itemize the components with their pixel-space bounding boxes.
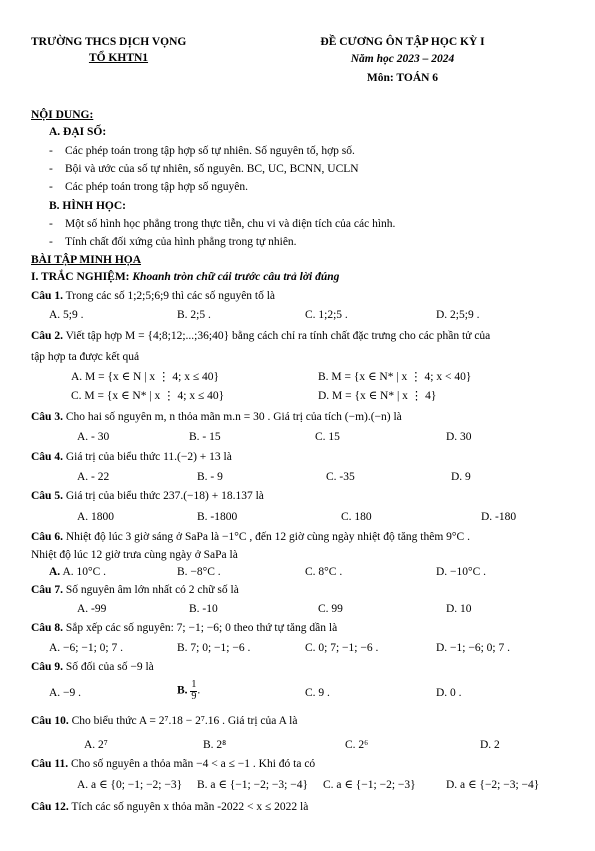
geometry-title: B. HÌNH HỌC: (49, 200, 126, 212)
option[interactable]: A. 1800 (77, 511, 115, 523)
option[interactable]: D. -180 (481, 511, 517, 523)
question-6: Câu 6. Nhiệt độ lúc 3 giờ sáng ở SaPa là −1°C , đến 12 giờ cùng ngày nhiệt độ tăng thêm 9°C . (31, 531, 470, 543)
algebra-item: - Các phép toán trong tập hợp số nguyên. (49, 180, 248, 194)
question-8: Câu 8. Sắp xếp các số nguyên: 7; −1; −6; 0 theo thứ tự tăng dần là (31, 622, 338, 634)
option[interactable]: B. 2⁸ (203, 739, 227, 751)
option[interactable]: B. - 15 (189, 431, 221, 443)
question-2-cont: tập hợp ta được kết quả (31, 351, 140, 363)
geometry-item: - Một số hình học phẳng trong thực tiễn, chu vi và diện tích của các hình. (49, 217, 395, 231)
geometry-item: - Tính chất đối xứng của hình phẳng trong tự nhiên. (49, 235, 297, 249)
option[interactable]: D. 2;5;9 . (436, 309, 480, 321)
question-12: Câu 12. Tích các số nguyên x thỏa mãn -2022 < x ≤ 2022 là (31, 801, 309, 813)
option[interactable]: A. - 22 (77, 471, 110, 483)
option[interactable]: C. 99 (318, 603, 343, 615)
option[interactable]: C. M = {x ∈ N* | x ⋮ 4; x ≤ 40} (71, 390, 225, 402)
option[interactable]: C. 9 . (305, 687, 330, 699)
option[interactable]: B. a ∈ {−1; −2; −3; −4} (197, 779, 308, 791)
option[interactable]: A. −6; −1; 0; 7 . (49, 642, 123, 654)
exercises-heading: BÀI TẬP MINH HỌA (31, 254, 142, 266)
question-11: Câu 11. Cho số nguyên a thỏa mãn −4 < a ≤ −1 . Khi đó ta có (31, 758, 316, 770)
option[interactable]: D. 2 (480, 739, 500, 751)
option[interactable]: D. M = {x ∈ N* | x ⋮ 4} (318, 390, 437, 402)
option[interactable]: A. −9 . (49, 687, 82, 699)
question-9: Câu 9. Số đối của số −9 là (31, 661, 154, 673)
content-heading: NỘI DUNG: (31, 109, 94, 121)
option[interactable]: C. 1;2;5 . (305, 309, 348, 321)
option[interactable]: A. 2⁷ (84, 739, 108, 751)
option[interactable]: A. a ∈ {0; −1; −2; −3} (77, 779, 183, 791)
option[interactable]: D. 30 (446, 431, 472, 443)
school-name: TRƯỜNG THCS DỊCH VỌNG (31, 36, 187, 48)
question-10: Câu 10. Cho biểu thức A = 2⁷.18 − 2⁷.16 . Giá trị của A là (31, 715, 298, 727)
option[interactable]: C. 8°C . (305, 566, 343, 578)
school-year: Năm học 2023 – 2024 (350, 53, 455, 65)
option[interactable]: C. 2⁶ (345, 739, 369, 751)
option[interactable]: D. −1; −6; 0; 7 . (436, 642, 510, 654)
question-3: Câu 3. Cho hai số nguyên m, n thỏa mãn m.n = 30 . Giá trị của tích (−m).(−n) là (31, 411, 402, 423)
option[interactable]: C. a ∈ {−1; −2; −3} (323, 779, 416, 791)
fraction: $\frac{1}{9}$ (191, 679, 197, 702)
option[interactable]: C. 0; 7; −1; −6 . (305, 642, 379, 654)
option[interactable]: C. -35 (326, 471, 355, 483)
option[interactable]: B. M = {x ∈ N* | x ⋮ 4; x < 40} (318, 371, 472, 383)
document-title: ĐỀ CƯƠNG ÔN TẬP HỌC KỲ I (320, 36, 485, 48)
option[interactable]: D. 10 (446, 603, 472, 615)
algebra-title: A. ĐẠI SỐ: (49, 126, 107, 138)
option[interactable]: A. 5;9 . (49, 309, 84, 321)
option[interactable]: B. - 9 (197, 471, 223, 483)
section-heading: I. TRẮC NGHIỆM: Khoanh tròn chữ cái trước câu trả lời đúng (31, 271, 340, 283)
question-1: Câu 1. Trong các số 1;2;5;6;9 thì các số nguyên tố là (31, 290, 276, 302)
option[interactable]: D. a ∈ {−2; −3; −4} (446, 779, 540, 791)
option[interactable]: A. A. 10°C . (49, 566, 107, 578)
algebra-item: - Các phép toán trong tập hợp số tự nhiên. Số nguyên tố, hợp số. (49, 144, 355, 158)
option[interactable]: A. -99 (77, 603, 107, 615)
option[interactable]: B. $\frac{1}{9}$ . (177, 679, 201, 702)
option[interactable]: D. −10°C . (436, 566, 487, 578)
option[interactable]: B. -10 (189, 603, 218, 615)
question-5: Câu 5. Giá trị của biểu thức 237.(−18) + 18.137 là (31, 490, 264, 502)
option[interactable]: C. 180 (341, 511, 372, 523)
group-name: TỔ KHTN1 (88, 52, 149, 64)
option[interactable]: A. - 30 (77, 431, 110, 443)
algebra-item: - Bội và ước của số tự nhiên, số nguyên. BC, UC, BCNN, UCLN (49, 162, 359, 176)
option[interactable]: B. 7; 0; −1; −6 . (177, 642, 251, 654)
option[interactable]: A. M = {x ∈ N | x ⋮ 4; x ≤ 40} (71, 371, 220, 383)
question-4: Câu 4. Giá trị của biểu thức 11.(−2) + 13 là (31, 451, 232, 463)
question-7: Câu 7. Số nguyên âm lớn nhất có 2 chữ số là (31, 584, 239, 596)
option[interactable]: B. -1800 (197, 511, 238, 523)
option[interactable]: D. 0 . (436, 687, 462, 699)
option[interactable]: B. −8°C . (177, 566, 221, 578)
option[interactable]: C. 15 (315, 431, 340, 443)
question-2: Câu 2. Viết tập hợp M = {4;8;12;...;36;40} bằng cách chỉ ra tính chất đặc trưng cho các phần tử của (31, 330, 491, 342)
option[interactable]: B. 2;5 . (177, 309, 211, 321)
question-6-cont: Nhiệt độ lúc 12 giờ trưa cùng ngày ở SaPa là (31, 549, 238, 561)
option[interactable]: D. 9 (451, 471, 471, 483)
subject: Môn: TOÁN 6 (366, 72, 439, 84)
